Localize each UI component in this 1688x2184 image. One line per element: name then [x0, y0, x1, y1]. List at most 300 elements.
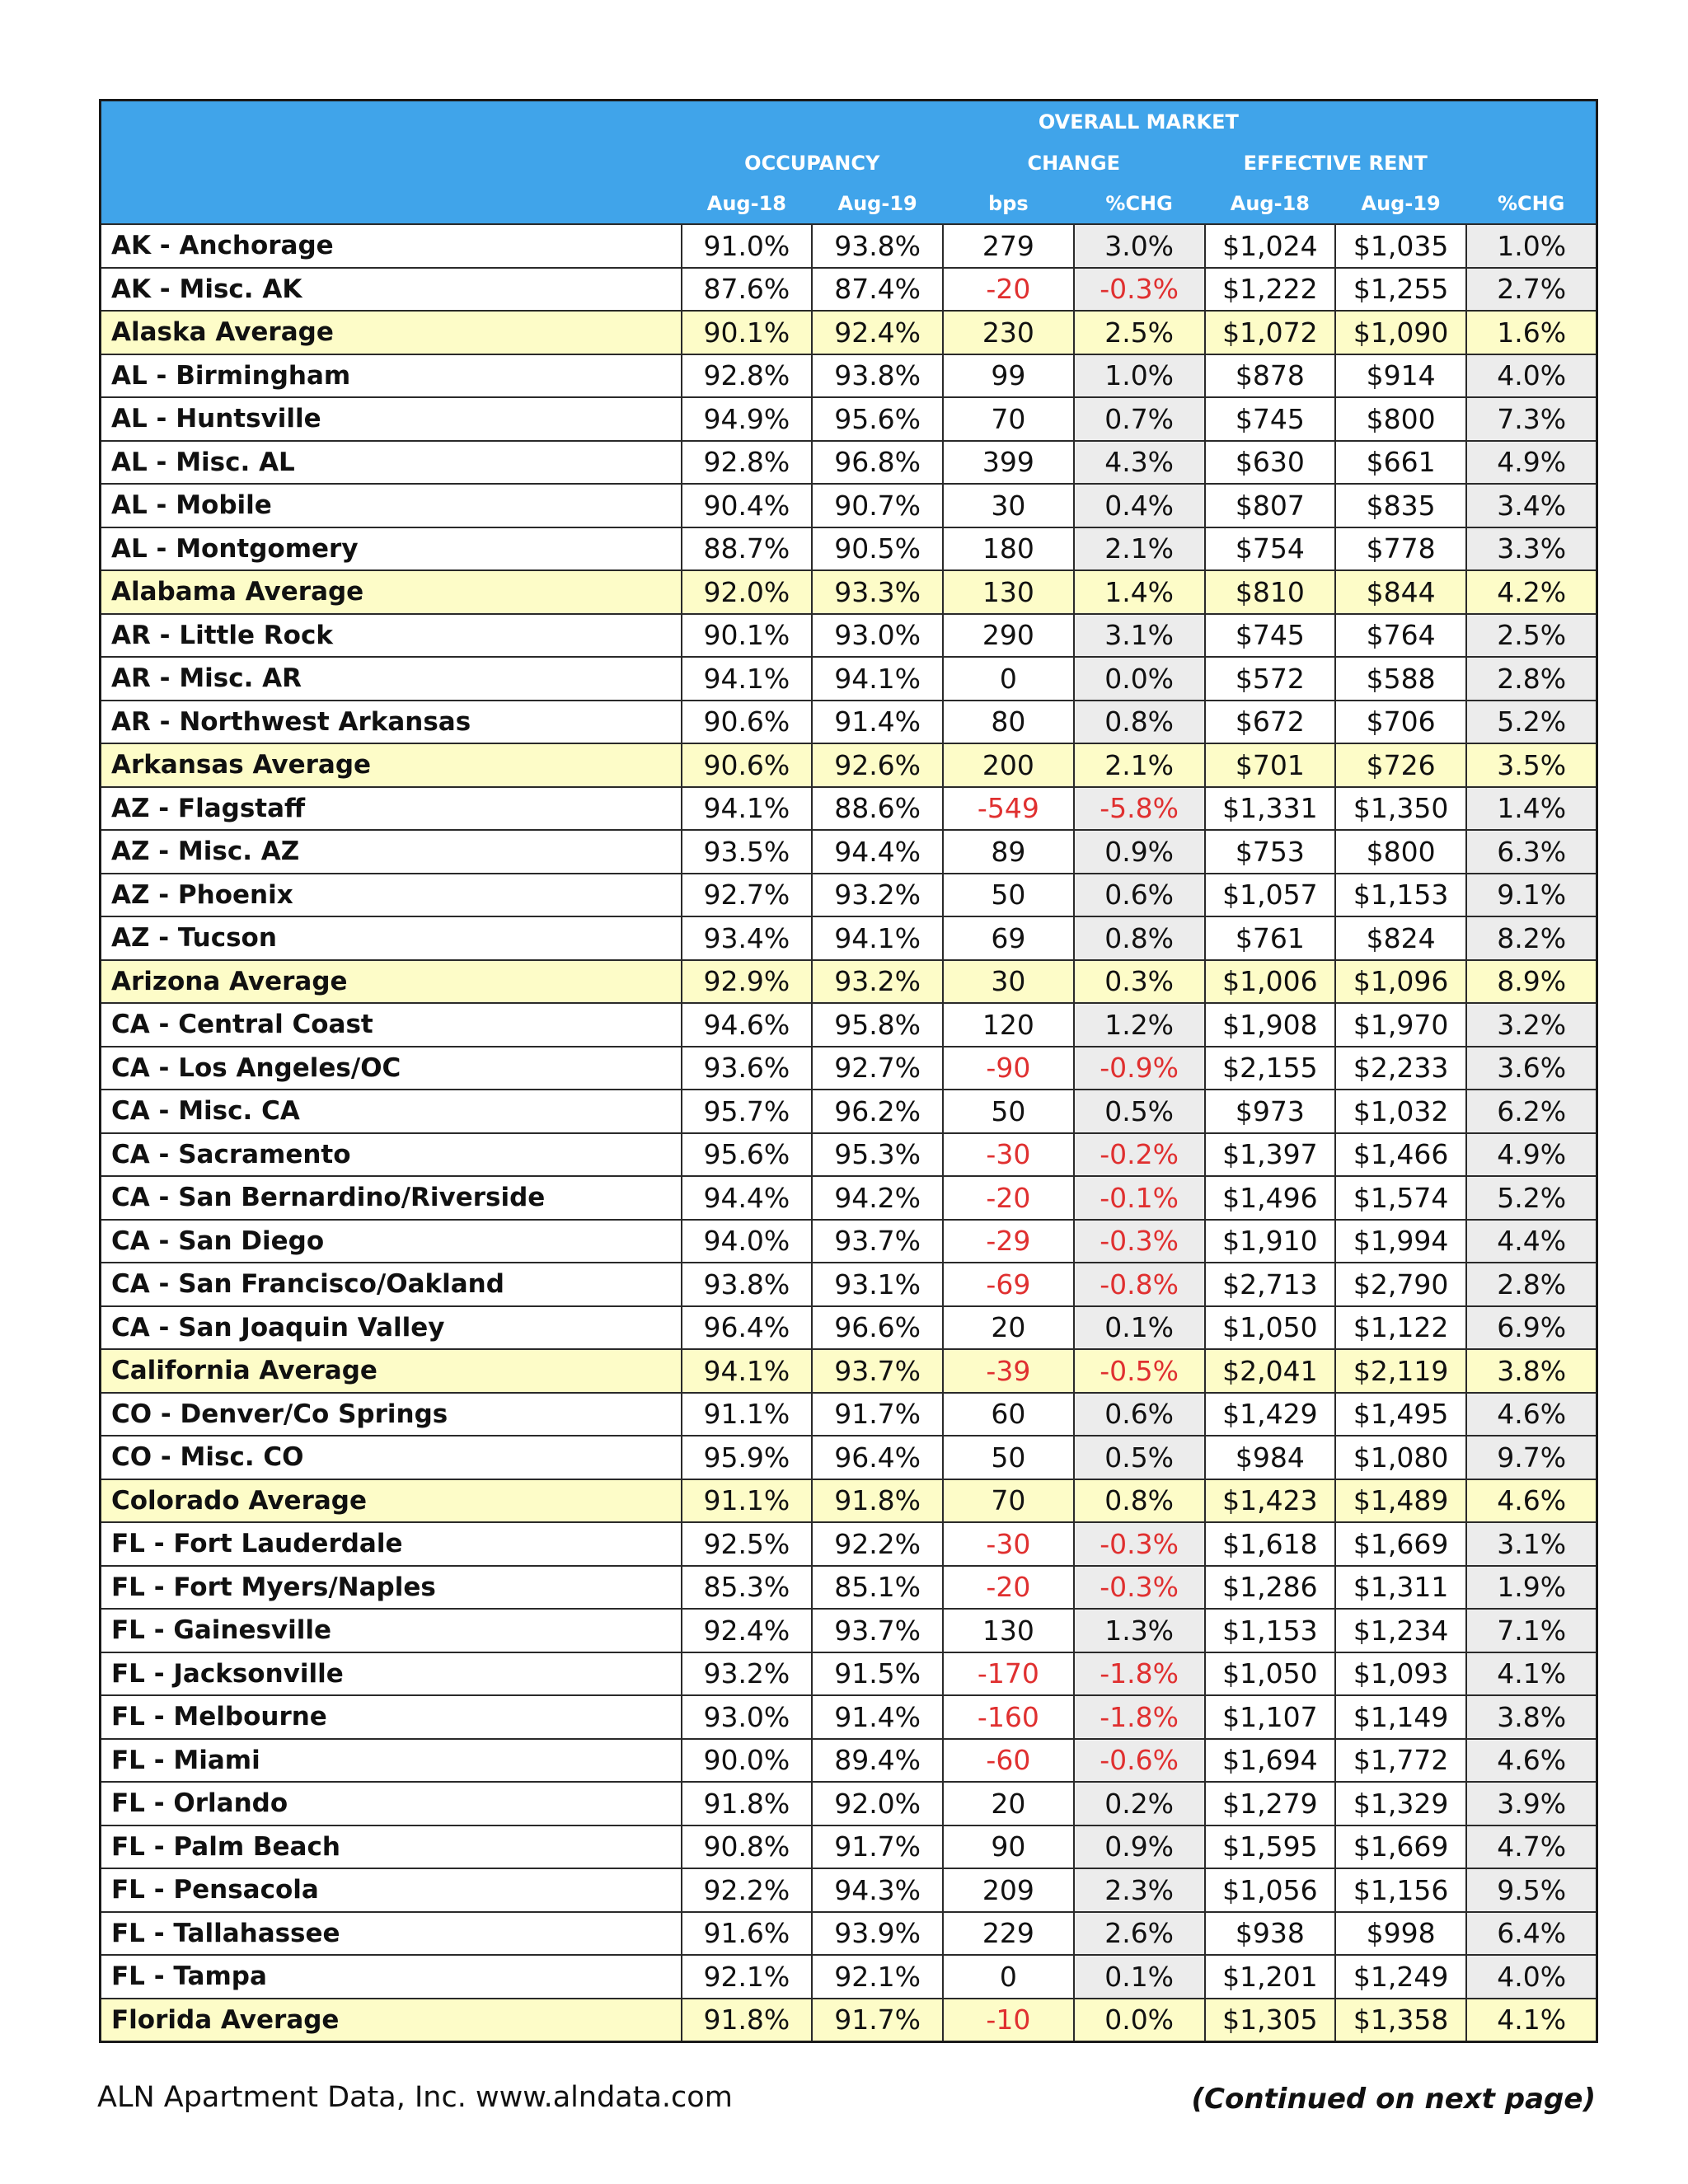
cell-change-bps: 30: [943, 484, 1074, 527]
cell-market: Florida Average: [101, 1999, 682, 2042]
cell-occupancy-aug19: 87.4%: [812, 268, 943, 312]
cell-change-bps: -60: [943, 1739, 1074, 1783]
table-row: [101, 1436, 1597, 1479]
cell-occupancy-aug18: 93.6%: [682, 1047, 813, 1090]
cell-change-bps: -160: [943, 1695, 1074, 1739]
cell-rent-aug19: $1,096: [1335, 960, 1466, 1004]
cell-occupancy-aug19: 96.6%: [812, 1306, 943, 1350]
cell-occupancy-aug18: 88.7%: [682, 527, 813, 571]
header-occupancy: OCCUPANCY: [682, 143, 944, 184]
cell-rent-aug18: $807: [1205, 484, 1336, 527]
cell-occupancy-aug19: 95.3%: [812, 1133, 943, 1177]
cell-occupancy-aug19: 93.9%: [812, 1912, 943, 1956]
cell-change-pct: -5.8%: [1074, 787, 1205, 831]
cell-occupancy-aug18: 92.5%: [682, 1522, 813, 1566]
cell-rent-pct: 3.3%: [1466, 527, 1597, 571]
cell-rent-aug18: $1,286: [1205, 1566, 1336, 1610]
cell-change-bps: -30: [943, 1133, 1074, 1177]
cell-rent-aug18: $938: [1205, 1912, 1336, 1956]
cell-change-bps: 229: [943, 1912, 1074, 1956]
cell-occupancy-aug19: 91.5%: [812, 1652, 943, 1696]
cell-rent-aug18: $2,713: [1205, 1263, 1336, 1306]
cell-change-bps: -39: [943, 1349, 1074, 1393]
cell-occupancy-aug18: 91.1%: [682, 1479, 813, 1523]
cell-occupancy-aug19: 91.8%: [812, 1479, 943, 1523]
cell-occupancy-aug19: 92.0%: [812, 1782, 943, 1825]
cell-rent-pct: 4.1%: [1466, 1652, 1597, 1696]
cell-rent-aug19: $1,156: [1335, 1868, 1466, 1912]
cell-rent-aug18: $1,397: [1205, 1133, 1336, 1177]
cell-rent-pct: 4.6%: [1466, 1739, 1597, 1783]
cell-change-bps: 90: [943, 1825, 1074, 1869]
cell-occupancy-aug18: 94.4%: [682, 1176, 813, 1220]
cell-rent-pct: 2.8%: [1466, 657, 1597, 701]
cell-rent-pct: 6.2%: [1466, 1090, 1597, 1133]
cell-rent-aug18: $2,155: [1205, 1047, 1336, 1090]
cell-change-bps: -29: [943, 1220, 1074, 1263]
market-table-container: [99, 99, 1595, 2043]
cell-rent-pct: 4.6%: [1466, 1479, 1597, 1523]
cell-change-bps: 230: [943, 311, 1074, 354]
cell-change-pct: 1.0%: [1074, 354, 1205, 398]
cell-change-bps: 89: [943, 830, 1074, 874]
cell-rent-pct: 8.9%: [1466, 960, 1597, 1004]
cell-change-bps: -30: [943, 1522, 1074, 1566]
column-header-rent-chg: %CHG: [1466, 184, 1597, 224]
header-effective-rent: EFFECTIVE RENT: [1205, 143, 1467, 184]
cell-rent-aug18: $1,618: [1205, 1522, 1336, 1566]
cell-rent-aug18: $753: [1205, 830, 1336, 874]
cell-occupancy-aug18: 90.1%: [682, 311, 813, 354]
cell-occupancy-aug18: 94.1%: [682, 1349, 813, 1393]
cell-rent-pct: 1.9%: [1466, 1566, 1597, 1610]
cell-rent-pct: 3.5%: [1466, 743, 1597, 787]
cell-rent-aug19: $1,358: [1335, 1999, 1466, 2042]
cell-occupancy-aug19: 94.3%: [812, 1868, 943, 1912]
cell-change-bps: -10: [943, 1999, 1074, 2042]
cell-market: FL - Melbourne: [101, 1695, 682, 1739]
cell-rent-aug18: $1,107: [1205, 1695, 1336, 1739]
cell-rent-aug18: $984: [1205, 1436, 1336, 1479]
cell-market: FL - Palm Beach: [101, 1825, 682, 1869]
cell-change-bps: 209: [943, 1868, 1074, 1912]
table-row: [101, 354, 1597, 398]
cell-change-pct: 0.9%: [1074, 1825, 1205, 1869]
header-blank: [1466, 143, 1597, 184]
cell-change-bps: -20: [943, 1566, 1074, 1610]
cell-occupancy-aug19: 88.6%: [812, 787, 943, 831]
cell-change-bps: 0: [943, 657, 1074, 701]
cell-rent-aug18: $1,024: [1205, 224, 1336, 268]
cell-change-bps: 50: [943, 1090, 1074, 1133]
cell-change-pct: 0.4%: [1074, 484, 1205, 527]
cell-change-pct: 1.4%: [1074, 570, 1205, 614]
cell-rent-pct: 4.4%: [1466, 1220, 1597, 1263]
cell-rent-aug18: $761: [1205, 916, 1336, 960]
cell-change-bps: 70: [943, 1479, 1074, 1523]
cell-occupancy-aug19: 89.4%: [812, 1739, 943, 1783]
cell-market: AZ - Misc. AZ: [101, 830, 682, 874]
table-row: [101, 1047, 1597, 1090]
cell-occupancy-aug18: 90.0%: [682, 1739, 813, 1783]
header-blank: [101, 101, 682, 143]
cell-change-pct: 0.0%: [1074, 657, 1205, 701]
cell-market: CO - Denver/Co Springs: [101, 1393, 682, 1436]
cell-rent-aug19: $1,234: [1335, 1609, 1466, 1652]
column-header-rent-aug18: Aug-18: [1205, 184, 1336, 224]
cell-change-pct: 0.7%: [1074, 397, 1205, 441]
cell-market: Colorado Average: [101, 1479, 682, 1523]
cell-market: CA - Los Angeles/OC: [101, 1047, 682, 1090]
cell-change-pct: 3.0%: [1074, 224, 1205, 268]
cell-change-bps: 130: [943, 570, 1074, 614]
cell-rent-aug18: $1,305: [1205, 1999, 1336, 2042]
cell-occupancy-aug18: 96.4%: [682, 1306, 813, 1350]
cell-occupancy-aug19: 92.7%: [812, 1047, 943, 1090]
column-header-occ-aug19: Aug-19: [812, 184, 943, 224]
cell-rent-aug18: $1,694: [1205, 1739, 1336, 1783]
cell-rent-aug19: $1,489: [1335, 1479, 1466, 1523]
cell-rent-pct: 4.2%: [1466, 570, 1597, 614]
table-row: [101, 1220, 1597, 1263]
cell-change-bps: 120: [943, 1003, 1074, 1047]
cell-change-bps: 200: [943, 743, 1074, 787]
cell-occupancy-aug19: 92.6%: [812, 743, 943, 787]
cell-rent-pct: 9.7%: [1466, 1436, 1597, 1479]
cell-rent-aug19: $778: [1335, 527, 1466, 571]
cell-rent-aug18: $1,429: [1205, 1393, 1336, 1436]
cell-occupancy-aug19: 93.7%: [812, 1220, 943, 1263]
cell-occupancy-aug18: 91.1%: [682, 1393, 813, 1436]
cell-change-pct: 0.0%: [1074, 1999, 1205, 2042]
cell-rent-aug19: $1,090: [1335, 311, 1466, 354]
table-row: [101, 657, 1597, 701]
header-blank: [101, 184, 682, 224]
cell-occupancy-aug19: 91.7%: [812, 1393, 943, 1436]
cell-rent-pct: 4.0%: [1466, 1955, 1597, 1999]
cell-occupancy-aug19: 85.1%: [812, 1566, 943, 1610]
cell-change-pct: 4.3%: [1074, 441, 1205, 485]
cell-market: AR - Northwest Arkansas: [101, 701, 682, 744]
cell-market: AK - Anchorage: [101, 224, 682, 268]
cell-occupancy-aug18: 85.3%: [682, 1566, 813, 1610]
cell-occupancy-aug18: 94.0%: [682, 1220, 813, 1263]
cell-change-bps: -549: [943, 787, 1074, 831]
table-row: [101, 1782, 1597, 1825]
cell-market: AL - Montgomery: [101, 527, 682, 571]
cell-occupancy-aug19: 90.7%: [812, 484, 943, 527]
cell-rent-aug19: $1,080: [1335, 1436, 1466, 1479]
cell-occupancy-aug19: 93.7%: [812, 1349, 943, 1393]
cell-occupancy-aug18: 91.8%: [682, 1782, 813, 1825]
cell-change-bps: 20: [943, 1306, 1074, 1350]
cell-rent-aug18: $745: [1205, 397, 1336, 441]
cell-occupancy-aug19: 96.4%: [812, 1436, 943, 1479]
cell-rent-aug19: $1,035: [1335, 224, 1466, 268]
cell-change-pct: -0.2%: [1074, 1133, 1205, 1177]
cell-rent-aug18: $572: [1205, 657, 1336, 701]
column-header-occ-aug18: Aug-18: [682, 184, 813, 224]
cell-market: AR - Little Rock: [101, 614, 682, 658]
cell-market: AL - Mobile: [101, 484, 682, 527]
cell-rent-pct: 4.0%: [1466, 354, 1597, 398]
table-row: [101, 787, 1597, 831]
cell-change-bps: 70: [943, 397, 1074, 441]
cell-rent-pct: 3.4%: [1466, 484, 1597, 527]
cell-occupancy-aug19: 93.2%: [812, 874, 943, 917]
cell-change-pct: 2.1%: [1074, 527, 1205, 571]
cell-rent-pct: 1.6%: [1466, 311, 1597, 354]
cell-rent-aug19: $914: [1335, 354, 1466, 398]
state-average-row: [101, 1999, 1597, 2042]
cell-rent-aug19: $1,495: [1335, 1393, 1466, 1436]
table-row: [101, 1912, 1597, 1956]
cell-change-pct: 2.5%: [1074, 311, 1205, 354]
cell-market: FL - Jacksonville: [101, 1652, 682, 1696]
cell-market: FL - Tampa: [101, 1955, 682, 1999]
table-header: [101, 101, 1597, 225]
cell-change-pct: 0.5%: [1074, 1436, 1205, 1479]
cell-change-pct: 1.2%: [1074, 1003, 1205, 1047]
cell-occupancy-aug18: 91.8%: [682, 1999, 813, 2042]
cell-occupancy-aug19: 94.2%: [812, 1176, 943, 1220]
cell-occupancy-aug19: 91.7%: [812, 1999, 943, 2042]
cell-rent-aug19: $2,233: [1335, 1047, 1466, 1090]
cell-rent-aug19: $1,669: [1335, 1825, 1466, 1869]
cell-occupancy-aug18: 92.9%: [682, 960, 813, 1004]
cell-rent-pct: 3.9%: [1466, 1782, 1597, 1825]
cell-market: FL - Gainesville: [101, 1609, 682, 1652]
table-row: [101, 1652, 1597, 1696]
cell-rent-aug19: $661: [1335, 441, 1466, 485]
table-row: [101, 268, 1597, 312]
state-average-row: [101, 1349, 1597, 1393]
table-row: [101, 1003, 1597, 1047]
cell-occupancy-aug18: 92.4%: [682, 1609, 813, 1652]
cell-market: CA - San Diego: [101, 1220, 682, 1263]
table-row: [101, 397, 1597, 441]
cell-rent-aug18: $1,496: [1205, 1176, 1336, 1220]
cell-occupancy-aug18: 91.6%: [682, 1912, 813, 1956]
cell-change-bps: -20: [943, 1176, 1074, 1220]
table-body: [101, 224, 1597, 2042]
table-row: [101, 1176, 1597, 1220]
table-row: [101, 1739, 1597, 1783]
cell-rent-aug19: $800: [1335, 397, 1466, 441]
cell-rent-pct: 6.9%: [1466, 1306, 1597, 1350]
cell-rent-aug18: $1,331: [1205, 787, 1336, 831]
cell-rent-aug19: $1,994: [1335, 1220, 1466, 1263]
cell-rent-pct: 3.2%: [1466, 1003, 1597, 1047]
cell-change-pct: 0.9%: [1074, 830, 1205, 874]
cell-rent-aug18: $754: [1205, 527, 1336, 571]
cell-rent-pct: 5.2%: [1466, 1176, 1597, 1220]
cell-rent-aug19: $844: [1335, 570, 1466, 614]
cell-rent-aug18: $973: [1205, 1090, 1336, 1133]
cell-rent-pct: 9.1%: [1466, 874, 1597, 917]
cell-rent-aug19: $706: [1335, 701, 1466, 744]
cell-occupancy-aug18: 92.2%: [682, 1868, 813, 1912]
cell-change-pct: -0.9%: [1074, 1047, 1205, 1090]
footer-source: ALN Apartment Data, Inc. www.alndata.com: [97, 2081, 733, 2114]
cell-rent-pct: 2.7%: [1466, 268, 1597, 312]
cell-change-pct: 2.1%: [1074, 743, 1205, 787]
cell-occupancy-aug18: 93.0%: [682, 1695, 813, 1739]
cell-change-pct: -0.5%: [1074, 1349, 1205, 1393]
cell-rent-aug19: $2,790: [1335, 1263, 1466, 1306]
table-row: [101, 1263, 1597, 1306]
cell-change-pct: 0.8%: [1074, 701, 1205, 744]
cell-market: CA - Sacramento: [101, 1133, 682, 1177]
cell-rent-aug19: $2,119: [1335, 1349, 1466, 1393]
cell-rent-aug19: $588: [1335, 657, 1466, 701]
cell-occupancy-aug18: 91.0%: [682, 224, 813, 268]
cell-market: Alaska Average: [101, 311, 682, 354]
cell-rent-aug18: $630: [1205, 441, 1336, 485]
cell-rent-aug18: $1,153: [1205, 1609, 1336, 1652]
cell-market: AZ - Phoenix: [101, 874, 682, 917]
cell-rent-aug19: $1,350: [1335, 787, 1466, 831]
cell-change-pct: 0.2%: [1074, 1782, 1205, 1825]
cell-change-bps: 50: [943, 874, 1074, 917]
cell-occupancy-aug19: 90.5%: [812, 527, 943, 571]
cell-occupancy-aug18: 95.9%: [682, 1436, 813, 1479]
table-row: [101, 484, 1597, 527]
cell-occupancy-aug18: 90.4%: [682, 484, 813, 527]
state-average-row: [101, 311, 1597, 354]
cell-change-bps: 99: [943, 354, 1074, 398]
cell-occupancy-aug19: 93.7%: [812, 1609, 943, 1652]
cell-change-pct: 0.1%: [1074, 1955, 1205, 1999]
cell-change-pct: 2.3%: [1074, 1868, 1205, 1912]
cell-occupancy-aug19: 93.8%: [812, 354, 943, 398]
cell-occupancy-aug19: 95.8%: [812, 1003, 943, 1047]
cell-rent-aug19: $1,669: [1335, 1522, 1466, 1566]
cell-rent-aug19: $835: [1335, 484, 1466, 527]
cell-rent-aug18: $745: [1205, 614, 1336, 658]
cell-occupancy-aug18: 93.2%: [682, 1652, 813, 1696]
cell-change-pct: 0.8%: [1074, 1479, 1205, 1523]
cell-change-bps: 80: [943, 701, 1074, 744]
cell-change-pct: 0.8%: [1074, 916, 1205, 960]
cell-rent-pct: 7.1%: [1466, 1609, 1597, 1652]
cell-change-pct: 0.1%: [1074, 1306, 1205, 1350]
cell-rent-aug19: $1,093: [1335, 1652, 1466, 1696]
cell-occupancy-aug19: 92.1%: [812, 1955, 943, 1999]
market-table: [99, 99, 1598, 2043]
cell-rent-aug19: $1,970: [1335, 1003, 1466, 1047]
state-average-row: [101, 570, 1597, 614]
cell-occupancy-aug18: 90.8%: [682, 1825, 813, 1869]
cell-rent-aug19: $1,249: [1335, 1955, 1466, 1999]
table-row: [101, 1393, 1597, 1436]
cell-occupancy-aug18: 95.6%: [682, 1133, 813, 1177]
cell-market: CO - Misc. CO: [101, 1436, 682, 1479]
cell-rent-aug19: $1,255: [1335, 268, 1466, 312]
cell-rent-aug19: $998: [1335, 1912, 1466, 1956]
cell-rent-pct: 4.9%: [1466, 1133, 1597, 1177]
cell-market: FL - Orlando: [101, 1782, 682, 1825]
cell-change-bps: 290: [943, 614, 1074, 658]
cell-rent-pct: 8.2%: [1466, 916, 1597, 960]
cell-change-bps: 399: [943, 441, 1074, 485]
cell-rent-pct: 9.5%: [1466, 1868, 1597, 1912]
cell-change-bps: -69: [943, 1263, 1074, 1306]
cell-change-bps: -20: [943, 268, 1074, 312]
column-header-occ-chg: %CHG: [1074, 184, 1205, 224]
cell-rent-aug18: $2,041: [1205, 1349, 1336, 1393]
cell-market: AR - Misc. AR: [101, 657, 682, 701]
cell-market: CA - San Joaquin Valley: [101, 1306, 682, 1350]
cell-change-bps: -170: [943, 1652, 1074, 1696]
cell-market: FL - Tallahassee: [101, 1912, 682, 1956]
cell-occupancy-aug19: 96.8%: [812, 441, 943, 485]
cell-rent-pct: 4.1%: [1466, 1999, 1597, 2042]
cell-rent-aug18: $1,072: [1205, 311, 1336, 354]
cell-occupancy-aug19: 94.1%: [812, 657, 943, 701]
cell-rent-pct: 3.1%: [1466, 1522, 1597, 1566]
cell-change-pct: -0.3%: [1074, 268, 1205, 312]
footer-continued: (Continued on next page): [1191, 2083, 1596, 2116]
cell-market: Alabama Average: [101, 570, 682, 614]
cell-occupancy-aug18: 87.6%: [682, 268, 813, 312]
cell-rent-aug18: $1,908: [1205, 1003, 1336, 1047]
cell-market: FL - Fort Myers/Naples: [101, 1566, 682, 1610]
cell-rent-aug18: $1,222: [1205, 268, 1336, 312]
cell-occupancy-aug18: 94.9%: [682, 397, 813, 441]
cell-rent-aug19: $1,311: [1335, 1566, 1466, 1610]
cell-rent-pct: 2.8%: [1466, 1263, 1597, 1306]
cell-market: Arizona Average: [101, 960, 682, 1004]
cell-rent-aug18: $878: [1205, 354, 1336, 398]
column-header-bps: bps: [943, 184, 1074, 224]
cell-change-bps: 0: [943, 1955, 1074, 1999]
cell-market: FL - Miami: [101, 1739, 682, 1783]
cell-occupancy-aug18: 90.1%: [682, 614, 813, 658]
cell-occupancy-aug19: 93.8%: [812, 224, 943, 268]
cell-occupancy-aug19: 91.4%: [812, 1695, 943, 1739]
cell-change-pct: -0.3%: [1074, 1220, 1205, 1263]
table-row: [101, 916, 1597, 960]
cell-market: CA - Misc. CA: [101, 1090, 682, 1133]
cell-rent-aug18: $672: [1205, 701, 1336, 744]
cell-occupancy-aug18: 94.1%: [682, 657, 813, 701]
cell-market: AL - Huntsville: [101, 397, 682, 441]
table-row: [101, 441, 1597, 485]
table-row: [101, 1522, 1597, 1566]
header-overall-market: OVERALL MARKET: [682, 101, 1597, 143]
table-row: [101, 830, 1597, 874]
cell-occupancy-aug19: 92.2%: [812, 1522, 943, 1566]
cell-market: FL - Pensacola: [101, 1868, 682, 1912]
cell-change-bps: 69: [943, 916, 1074, 960]
cell-change-bps: 20: [943, 1782, 1074, 1825]
cell-change-bps: 30: [943, 960, 1074, 1004]
cell-rent-aug19: $1,574: [1335, 1176, 1466, 1220]
cell-change-pct: -0.8%: [1074, 1263, 1205, 1306]
cell-rent-aug19: $800: [1335, 830, 1466, 874]
cell-occupancy-aug18: 90.6%: [682, 743, 813, 787]
table-row: [101, 527, 1597, 571]
state-average-row: [101, 743, 1597, 787]
table-row: [101, 1133, 1597, 1177]
cell-occupancy-aug19: 92.4%: [812, 311, 943, 354]
table-row: [101, 1609, 1597, 1652]
cell-change-pct: -0.3%: [1074, 1566, 1205, 1610]
table-row: [101, 1955, 1597, 1999]
cell-rent-aug18: $810: [1205, 570, 1336, 614]
cell-change-pct: 0.6%: [1074, 1393, 1205, 1436]
